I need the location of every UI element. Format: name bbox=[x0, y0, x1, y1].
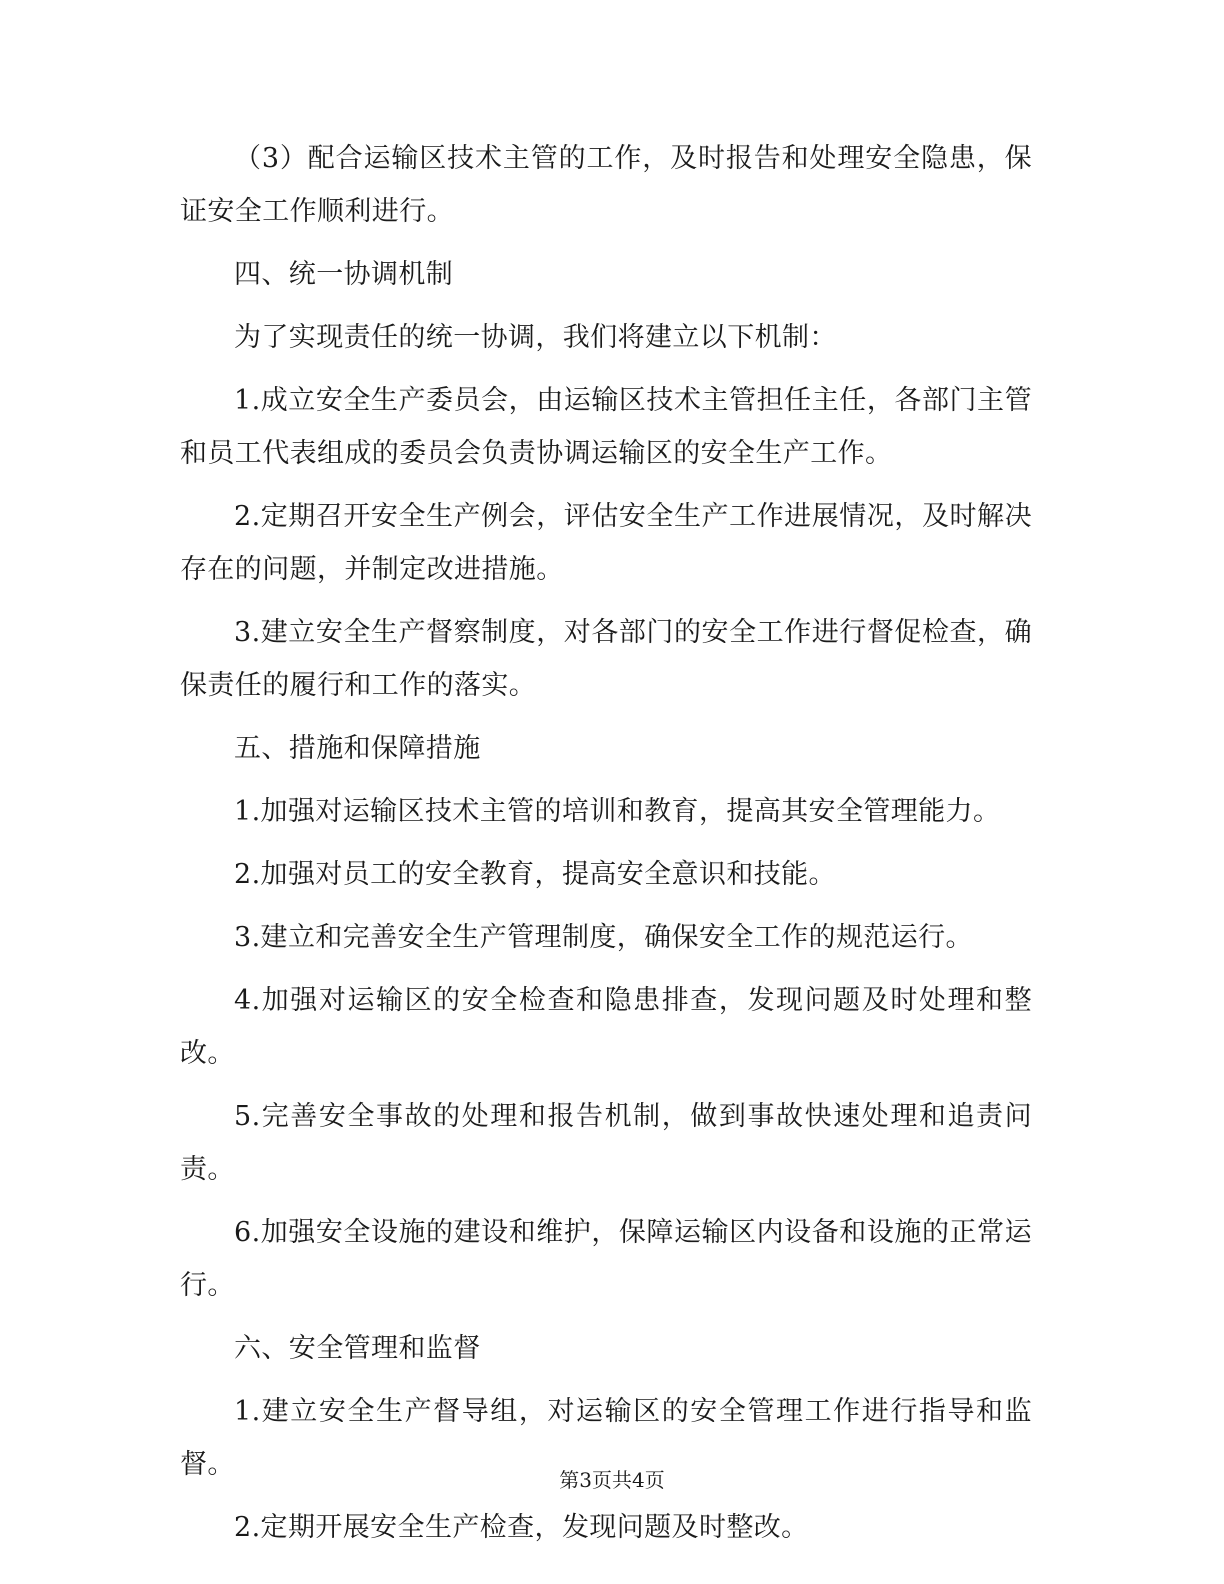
heading-section-5: 五、措施和保障措施 bbox=[234, 733, 481, 764]
paragraph-section-5-item-5: 5.完善安全事故的处理和报告机制，做到事故快速处理和追责问责。 bbox=[180, 1101, 1032, 1185]
paragraph-section-5-item-2: 2.加强对员工的安全教育，提高安全意识和技能。 bbox=[234, 859, 836, 890]
paragraph-section-4-item-1: 1.成立安全生产委员会，由运输区技术主管担任主任，各部门主管和员工代表组成的委员会负责协调运输区的安全生产工作。 bbox=[180, 385, 1032, 469]
document-body bbox=[180, 132, 1032, 1564]
paragraph-section-4-item-3: 3.建立安全生产督察制度，对各部门的安全工作进行督促检查，确保责任的履行和工作的落实。 bbox=[180, 617, 1032, 701]
paragraph-section-5-item-4: 4.加强对运输区的安全检查和隐患排查，发现问题及时处理和整改。 bbox=[180, 985, 1032, 1069]
paragraph-section-5-item-1: 1.加强对运输区技术主管的培训和教育，提高其安全管理能力。 bbox=[234, 796, 1001, 827]
paragraph-duty-3: （3）配合运输区技术主管的工作，及时报告和处理安全隐患，保证安全工作顺利进行。 bbox=[180, 143, 1032, 227]
page-number-footer: 第3页共4页 bbox=[559, 1468, 665, 1492]
paragraph-section-4-intro: 为了实现责任的统一协调，我们将建立以下机制： bbox=[234, 322, 837, 353]
heading-section-4: 四、统一协调机制 bbox=[234, 259, 454, 290]
paragraph-section-5-item-3: 3.建立和完善安全生产管理制度，确保安全工作的规范运行。 bbox=[234, 922, 973, 953]
paragraph-section-6-item-2: 2.定期开展安全生产检查，发现问题及时整改。 bbox=[234, 1512, 809, 1543]
paragraph-section-5-item-6: 6.加强安全设施的建设和维护，保障运输区内设备和设施的正常运行。 bbox=[180, 1217, 1032, 1301]
paragraph-section-4-item-2: 2.定期召开安全生产例会，评估安全生产工作进展情况，及时解决存在的问题，并制定改进措施。 bbox=[180, 501, 1032, 585]
paragraph-section-6-item-1: 1.建立安全生产督导组，对运输区的安全管理工作进行指导和监督。 bbox=[180, 1396, 1032, 1480]
heading-section-6: 六、安全管理和监督 bbox=[234, 1333, 481, 1364]
